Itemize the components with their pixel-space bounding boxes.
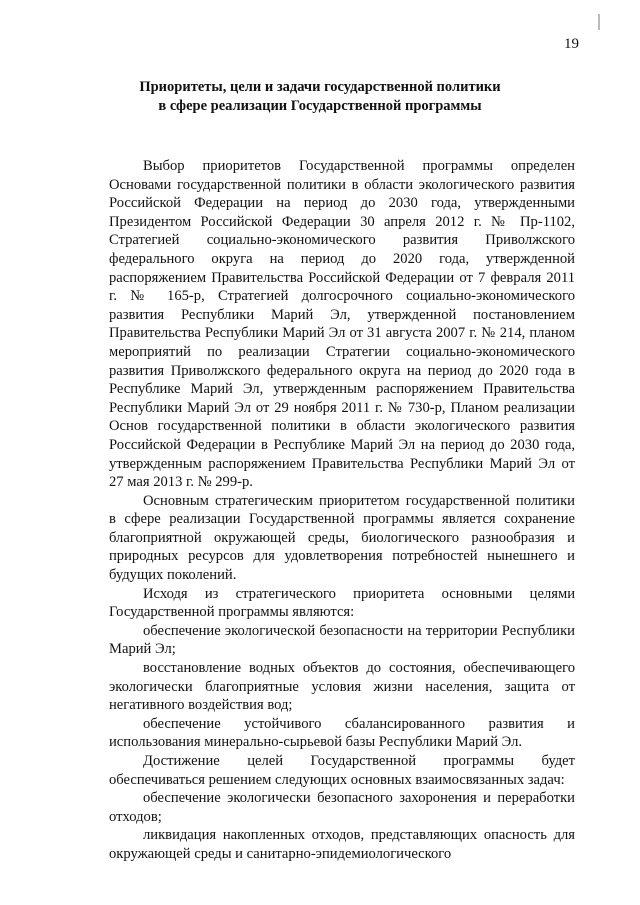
page-number: 19	[564, 36, 579, 52]
section-heading	[0, 78, 640, 116]
heading-line-1: Приоритеты, цели и задачи государственной политики	[139, 79, 501, 95]
heading-line-2: в сфере реализации Государственной программы	[158, 98, 482, 114]
scan-mark	[598, 14, 600, 30]
paragraph: Основным стратегическим приоритетом государственной политики в сфере реализации Государственной программы является сохранение благоприятной окружающей среды, биологического разнообразия и природных ресурсов для удовлетворения потребностей нынешнего и будущих поколений.	[109, 492, 575, 584]
paragraph: обеспечение экологической безопасности на территории Республики Марий Эл;	[109, 622, 575, 658]
paragraph: обеспечение устойчивого сбалансированного развития и использования минерально-сырьевой базы Республики Марий Эл.	[109, 715, 575, 751]
paragraph: ликвидация накопленных отходов, представляющих опасность для окружающей среды и санитарно-эпидемиологического	[109, 827, 575, 862]
paragraph: Исходя из стратегического приоритета основными целями Государственной программы являются:	[109, 585, 575, 621]
paragraph: Выбор приоритетов Государственной программы определен Основами государственной политики в области экологического развития Российской Федерации на период до 2030 года, утвержденными Президентом Российской Федерации 30 апреля 2012 г. № Пр-1102, Стратегией социально-экономического развития Приволжского федерального округа на период до 2020 года, утвержденной распоряжением Правительства Российской Федерации от 7 февраля 2011 г. № 165-р, Стратегией долгосрочного социально-экономического развития Республики Марий Эл, утвержденной постановлением Правительства Республики Марий Эл от 31 августа 2007 г. № 214, планом мероприятий по реализации Стратегии социально-экономического развития Приволжского федерального округа на период до 2020 года в Республике Марий Эл, утвержденным распоряжением Правительства Республики Марий Эл от 29 ноября 2011 г. № 730-р, Планом реализации Основ государственной политики в области экологического развития Российской Федерации в Республике Марий Эл на период до 2030 года, утвержденным распоряжением Правительства Республики Марий Эл от 27 мая 2013 г. № 299-р.	[109, 158, 575, 491]
paragraph: Достижение целей Государственной программы будет обеспечиваться решением следующих основных взаимосвязанных задач:	[109, 753, 575, 788]
document-body	[109, 157, 575, 864]
paragraph: обеспечение экологически безопасного захоронения и переработки отходов;	[109, 790, 575, 825]
paragraph: восстановление водных объектов до состояния, обеспечивающего экологически благоприятные условия жизни населения, защита от негативного воздействия вод;	[109, 660, 575, 714]
